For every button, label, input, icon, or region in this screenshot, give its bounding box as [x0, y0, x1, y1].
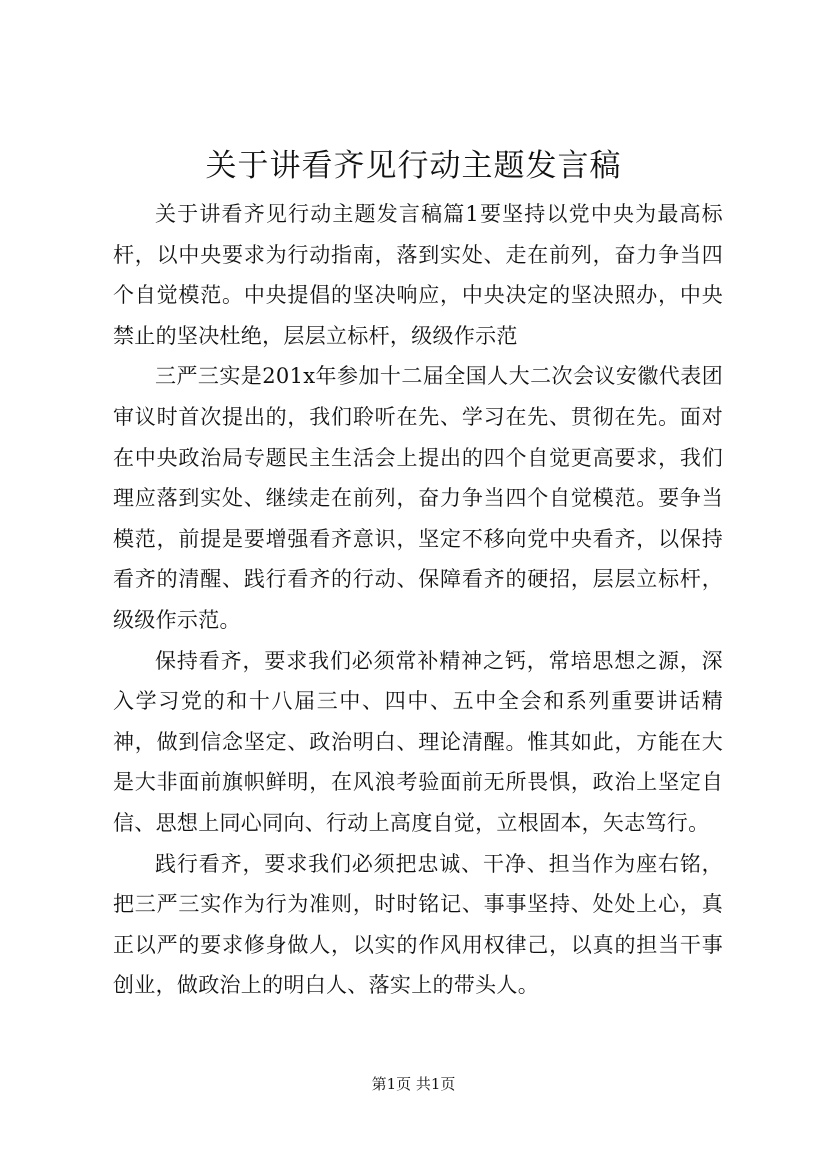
document-title: 关于讲看齐见行动主题发言稿 [205, 148, 622, 184]
page-number-footer: 第1页 共1页 [371, 1075, 456, 1093]
paragraph-3: 保持看齐，要求我们必须常补精神之钙，常培思想之源，深入学习党的和十八届三中、四中、五中全会和系列重要讲话精神，做到信念坚定、政治明白、理论清醒。惟其如此，方能在大是大非面前旗帜鲜明，在风浪考验面前无所畏惧，政治上坚定自信、思想上同心同向、行动上高度自觉，立根固本，矢志笃行。 [113, 648, 723, 835]
paragraph-4: 践行看齐，要求我们必须把忠诚、干净、担当作为座右铭，把三严三实作为行为准则，时时铭记、事事坚持、处处上心，真正以严的要求修身做人，以实的作风用权律己，以真的担当干事创业，做政治上的明白人、落实上的带头人。 [113, 851, 723, 998]
document-body [113, 194, 723, 1006]
paragraph-1: 关于讲看齐见行动主题发言稿篇1要坚持以党中央为最高标杆，以中央要求为行动指南，落到实处、走在前列，奋力争当四个自觉模范。中央提倡的坚决响应，中央决定的坚决照办，中央禁止的坚决杜绝，层层立标杆，级级作示范 [113, 202, 723, 348]
paragraph-2: 三严三实是201x年参加十二届全国人大二次会议安徽代表团审议时首次提出的，我们聆听在先、学习在先、贯彻在先。面对在中央政治局专题民主生活会上提出的四个自觉更高要求，我们理应落到实处、继续走在前列，奋力争当四个自觉模范。要争当模范，前提是要增强看齐意识，坚定不移向党中央看齐，以保持看齐的清醒、践行看齐的行动、保障看齐的硬招，层层立标杆，级级作示范。 [113, 364, 723, 632]
